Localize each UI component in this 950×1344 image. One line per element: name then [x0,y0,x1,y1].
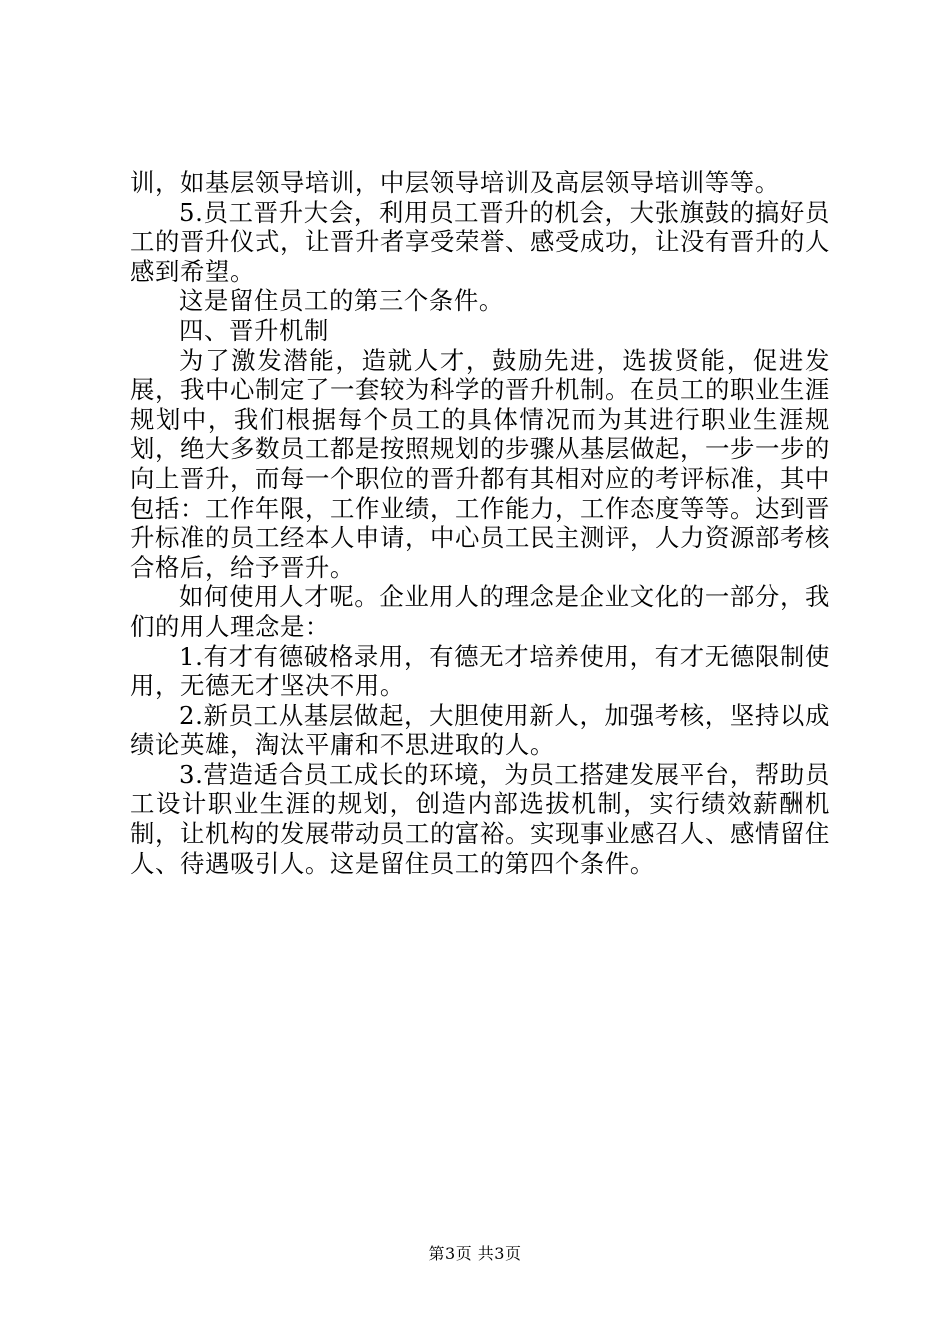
page-number-label: 第3页 共3页 [428,1244,522,1263]
paragraph: 这是留住员工的第三个条件。 [179,286,504,316]
paragraph: 5.员工晋升大会，利用员工晋升的机会，大张旗鼓的搞好员工的晋升仪式，让晋升者享受荣誉、感受成功，让没有晋升的人感到希望。 [130,197,830,286]
list-item: 3.营造适合员工成长的环境，为员工搭建发展平台，帮助员工设计职业生涯的规划，创造内部选拔机制，实行绩效薪酬机制，让机构的发展带动员工的富裕。实现事业感召人、感情留住人、待遇吸引人。这是留住员工的第四个条件。 [130,759,830,878]
paragraph: 如何使用人才呢。企业用人的理念是企业文化的一部分，我们的用人理念是： [130,582,830,641]
paragraph: 为了激发潜能，造就人才，鼓励先进，选拔贤能，促进发展，我中心制定了一套较为科学的晋升机制。在员工的职业生涯规划中，我们根据每个员工的具体情况而为其进行职业生涯规划，绝大多数员工都是按照规划的步骤从基层做起，一步一步的向上晋升，而每一个职位的晋升都有其相对应的考评标准，其中包括：工作年限，工作业绩，工作能力，工作态度等等。达到晋升标准的员工经本人申请，中心员工民主测评，人力资源部考核合格后，给予晋升。 [130,345,830,582]
page-footer [0,1244,950,1264]
list-item: 1.有才有德破格录用，有德无才培养使用，有才无德限制使用，无德无才坚决不用。 [130,641,830,701]
paragraph: 训，如基层领导培训，中层领导培训及高层领导培训等等。 [130,168,780,197]
list-item: 2.新员工从基层做起，大胆使用新人，加强考核，坚持以成绩论英雄，淘汰平庸和不思进取的人。 [130,700,830,760]
section-heading: 四、晋升机制 [179,315,329,345]
document-body [130,168,830,878]
